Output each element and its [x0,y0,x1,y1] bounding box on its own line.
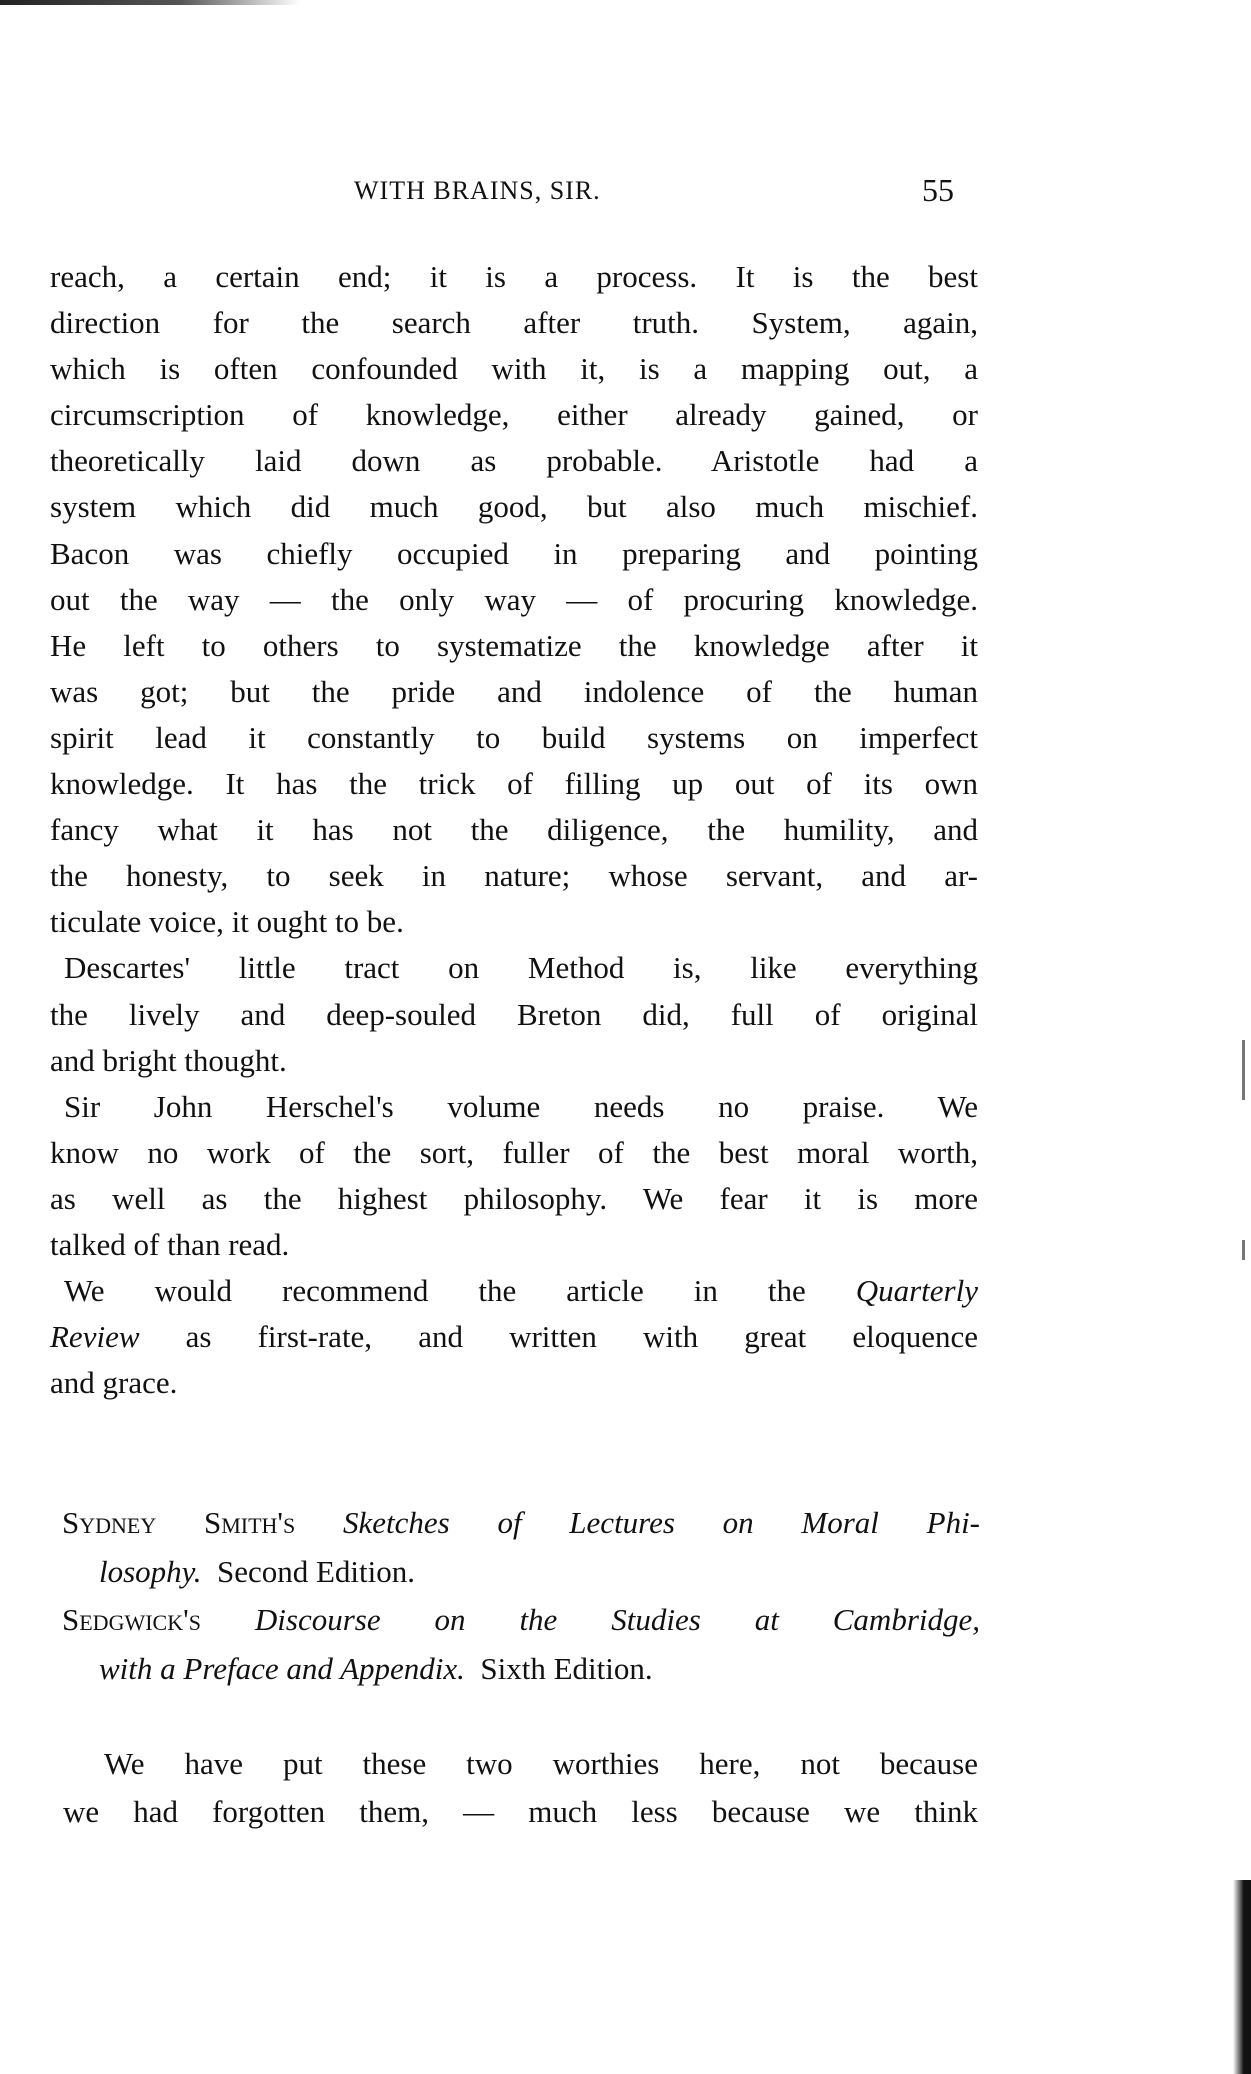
scan-artifact-speck [1242,1240,1245,1260]
reference-title: Sketches of Lectures on Moral Phi- [343,1505,981,1540]
text-line: theoretically laid down as probable. Aristotle had a [50,443,978,479]
text-line [62,1645,980,1694]
text-line: Bacon was chiefly occupied in preparing and pointing [50,535,978,571]
paragraph [50,945,978,1083]
text-line [50,1268,978,1314]
text-line [62,1499,980,1548]
text-line: out the way — the only way — of procuring knowledge. [50,581,978,617]
reference-author: Sedgwick's [62,1602,201,1637]
text-line: Descartes' little tract on Method is, like everything [64,950,978,986]
paragraph [50,1268,978,1406]
reference-title: with a Preface and Appendix. [99,1650,465,1686]
text-line: we had forgotten them, — much less because we think [63,1794,978,1829]
text-line: Sir John Herschel's volume needs no praise. We [64,1088,978,1124]
page-header [0,172,1251,212]
text-line: system which did much good, but also much mischief. [50,489,978,525]
running-title: WITH BRAINS, SIR. [354,176,601,205]
italic-title: Review [50,1319,140,1355]
reference-edition: Second Edition. [216,1553,416,1589]
final-paragraph [63,1740,978,1836]
body-text [50,254,978,1406]
paragraph [50,1084,978,1268]
paragraph [50,254,978,945]
text-line: fancy what it has not the diligence, the humility, and [50,812,978,848]
text-line: We have put these two worthies here, not because [104,1746,978,1781]
scan-artifact-top [0,0,300,5]
text-line: as well as the highest philosophy. We fear it is more [50,1180,978,1216]
text-line: was got; but the pride and indolence of the human [50,673,978,709]
text-line: spirit lead it constantly to build systems on imperfect [50,719,978,755]
text-line: ticulate voice, it ought to be. [50,904,404,940]
text-span: as first-rate, and written with great eloquence [139,1319,978,1355]
reference-edition: Sixth Edition. [480,1650,653,1686]
text-line: knowledge. It has the trick of filling up out of its own [50,766,978,802]
text-line: talked of than read. [50,1226,290,1262]
page-number: 55 [922,172,954,208]
text-line [62,1548,980,1597]
reference-title: losophy. [99,1553,202,1589]
reference-entry [62,1499,980,1596]
text-line: direction for the search after truth. System, again, [50,305,978,341]
text-span: We would recommend the article in the [64,1273,806,1309]
text-line [62,1596,980,1645]
text-line: the honesty, to seek in nature; whose servant, and ar- [50,858,978,894]
text-line: reach, a certain end; it is a process. It is the best [50,259,978,294]
reference-author: Sydney Smith's [62,1505,296,1540]
text-line: circumscription of knowledge, either already gained, or [50,397,978,433]
text-line: which is often confounded with it, is a mapping out, a [50,351,978,387]
references [62,1499,980,1693]
scan-artifact-edge [1233,1880,1251,2074]
reference-entry [62,1596,980,1693]
italic-title: Quarterly [855,1273,978,1309]
text-line: the lively and deep-souled Breton did, full of original [50,996,978,1032]
text-line: know no work of the sort, fuller of the best moral worth, [50,1134,978,1170]
reference-title: Discourse on the Studies at Cambridge, [254,1602,981,1637]
text-line: He left to others to systematize the knowledge after it [50,627,978,663]
scan-artifact-speck [1242,1040,1245,1100]
text-line: and bright thought. [50,1042,287,1078]
text-line [50,1314,978,1360]
text-line: and grace. [50,1365,178,1401]
